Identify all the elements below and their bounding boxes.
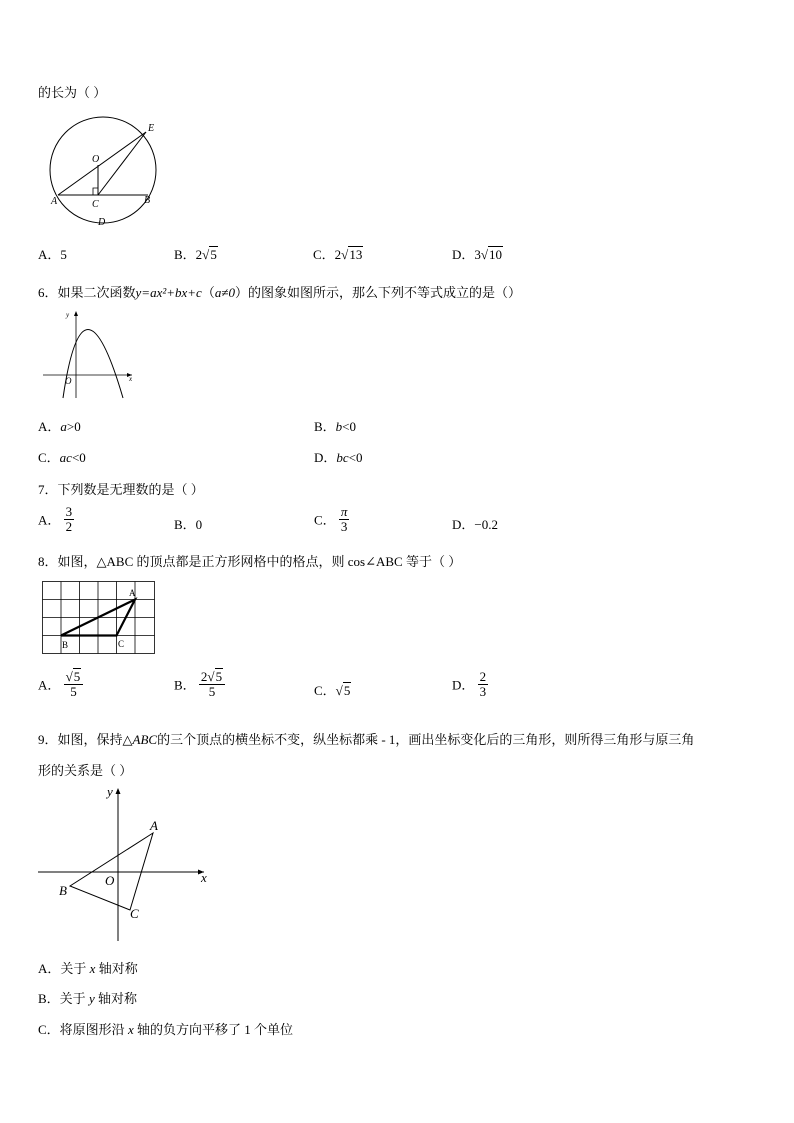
- q9-option-b[interactable]: [38, 988, 137, 1007]
- q6-function: y=ax²+bx+c: [135, 285, 202, 300]
- option-value: −0.2: [474, 517, 498, 532]
- q9-triangle: ABC: [132, 732, 158, 747]
- q5-option-a[interactable]: [38, 244, 67, 263]
- option-value: 0: [195, 517, 203, 532]
- q9-option-c[interactable]: [38, 1019, 293, 1038]
- question-number: 8．: [38, 554, 58, 569]
- q7-stem: [38, 479, 204, 498]
- numerator: √5: [64, 670, 84, 685]
- fraction: [64, 505, 75, 533]
- option-letter: A．: [38, 247, 61, 262]
- option-pre: 关于: [59, 991, 89, 1006]
- q9-stem-line1: [38, 729, 694, 748]
- option-rel: <0: [348, 450, 363, 465]
- numerator: π: [340, 504, 348, 519]
- option-post: 轴对称: [94, 991, 137, 1006]
- q8-option-c[interactable]: C．√5: [314, 683, 351, 698]
- coef: 3: [474, 247, 481, 262]
- q8-label-B: B: [62, 640, 69, 650]
- option-letter: C．: [314, 683, 336, 698]
- q8-option-d[interactable]: [452, 670, 488, 698]
- option-letter: D．: [452, 677, 475, 693]
- q6-text-b: ）的图象如图所示，那么下列不等式成立的是（）: [234, 285, 521, 300]
- q8-label-A: A: [129, 588, 136, 598]
- q6-condition: a≠0: [214, 285, 235, 300]
- option-letter: D．: [314, 450, 337, 465]
- option-letter: D．: [452, 517, 475, 532]
- q6-option-a[interactable]: [38, 416, 81, 435]
- q5-label-O: O: [92, 154, 100, 165]
- option-letter: C．: [38, 450, 60, 465]
- option-post: 轴对称: [95, 961, 138, 976]
- q9-origin: O: [105, 873, 115, 888]
- q9-label-C: C: [130, 906, 139, 921]
- radicand: 5: [215, 669, 223, 684]
- option-letter: D．: [452, 247, 475, 262]
- q9-text-b: 的三个顶点的横坐标不变，纵坐标都乘 - 1，画出坐标变化后的三角形，则所得三角形与原三角: [157, 732, 695, 747]
- option-rel: >0: [66, 419, 81, 434]
- q9-option-a[interactable]: [38, 958, 138, 977]
- q8-grid-figure: [42, 581, 155, 655]
- q6-text-a: 如果二次函数: [57, 285, 136, 300]
- radicand: 5: [210, 247, 217, 262]
- fraction: [199, 670, 225, 698]
- q6-stem: [38, 282, 521, 301]
- radicand: 5: [73, 669, 81, 684]
- q9-label-A: A: [150, 818, 158, 833]
- option-rel: <0: [342, 419, 357, 434]
- q7-option-a[interactable]: [38, 505, 74, 533]
- q6-option-b[interactable]: [314, 416, 356, 435]
- q8-option-a[interactable]: [38, 670, 83, 698]
- option-letter: A．: [38, 512, 61, 528]
- numerator: 3: [65, 504, 73, 519]
- option-letter: A．: [38, 419, 61, 434]
- denominator: 5: [70, 683, 77, 699]
- fraction: [339, 505, 350, 533]
- q7-option-d[interactable]: [452, 514, 498, 533]
- option-value: 5: [60, 247, 67, 262]
- option-pre: 将原图形沿: [59, 1022, 128, 1037]
- option-letter: A．: [38, 677, 61, 693]
- question-number: 7．: [38, 482, 58, 497]
- option-letter: C．: [38, 1022, 60, 1037]
- q5-label-B: B: [144, 195, 151, 206]
- option-rel: <0: [71, 450, 86, 465]
- denominator: 5: [208, 683, 216, 699]
- option-letter: A．: [38, 961, 61, 976]
- q9-coordinate-figure: [36, 784, 216, 944]
- option-var: a: [60, 419, 67, 434]
- q6-parabola-figure: [40, 308, 140, 400]
- option-pre: 关于: [60, 961, 90, 976]
- q9-stem-line2: 形的关系是（ ）: [38, 763, 133, 778]
- q8-text: 如图，△ABC 的顶点都是正方形网格中的格点，则 cos∠ABC 等于（ ）: [57, 554, 462, 569]
- q6-origin: O: [65, 376, 72, 386]
- q6-axis-y: y: [66, 311, 70, 319]
- q5-option-c[interactable]: C．2√13: [313, 247, 363, 262]
- option-letter: B．: [314, 419, 336, 434]
- question-number: 6．: [38, 285, 58, 300]
- option-var: bc: [336, 450, 349, 465]
- option-var: y: [88, 991, 95, 1006]
- q5-option-b[interactable]: B．2√5: [174, 247, 217, 262]
- option-var: ac: [59, 450, 72, 465]
- radicand: 5: [343, 683, 351, 698]
- q9-axis-x: x: [201, 870, 207, 885]
- fraction: [478, 670, 489, 698]
- option-letter: B．: [174, 677, 196, 693]
- q5-label-C: C: [92, 199, 99, 210]
- option-letter: C．: [314, 512, 336, 528]
- coef: 2: [200, 669, 208, 684]
- option-var: x: [89, 961, 96, 976]
- q7-text: 下列数是无理数的是（ ）: [57, 482, 204, 497]
- q5-label-D: D: [98, 217, 106, 228]
- coef: 2: [334, 247, 342, 262]
- q5-circle-figure: [40, 115, 170, 235]
- q6-cond-open: （: [201, 285, 215, 300]
- option-letter: B．: [174, 517, 196, 532]
- q5-stem-tail: 的长为（ ）: [38, 85, 107, 100]
- denominator: 3: [340, 518, 348, 534]
- q5-label-E: E: [148, 123, 155, 134]
- q9-label-B: B: [59, 883, 67, 898]
- option-post: 轴的负方向平移了 1 个单位: [133, 1022, 293, 1037]
- q5-label-A: A: [51, 196, 58, 207]
- option-var: x: [127, 1022, 134, 1037]
- denominator: 3: [479, 683, 487, 699]
- question-number: 9．: [38, 732, 58, 747]
- option-var: b: [335, 419, 343, 434]
- q7-option-c[interactable]: [314, 505, 349, 533]
- numerator: 2√5: [199, 670, 225, 685]
- q9-text-a: 如图，保持△: [57, 732, 133, 747]
- q9-axis-y: y: [107, 784, 113, 799]
- q5-option-d[interactable]: D．3√10: [452, 247, 503, 262]
- option-letter: B．: [38, 991, 60, 1006]
- q8-label-C: C: [118, 639, 125, 649]
- q8-stem: [38, 551, 461, 570]
- option-letter: B．: [174, 247, 196, 262]
- fraction: [64, 670, 84, 698]
- q6-option-c[interactable]: [38, 447, 86, 466]
- q8-option-b[interactable]: [174, 670, 225, 698]
- numerator: 2: [479, 669, 487, 684]
- q6-option-d[interactable]: [314, 447, 363, 466]
- q7-option-b[interactable]: [174, 514, 202, 533]
- option-letter: C．: [313, 247, 335, 262]
- coef: 2: [195, 247, 203, 262]
- radicand: 10: [489, 247, 503, 262]
- radicand: 13: [349, 247, 363, 262]
- denominator: 2: [65, 518, 73, 534]
- q6-axis-x: x: [129, 375, 133, 383]
